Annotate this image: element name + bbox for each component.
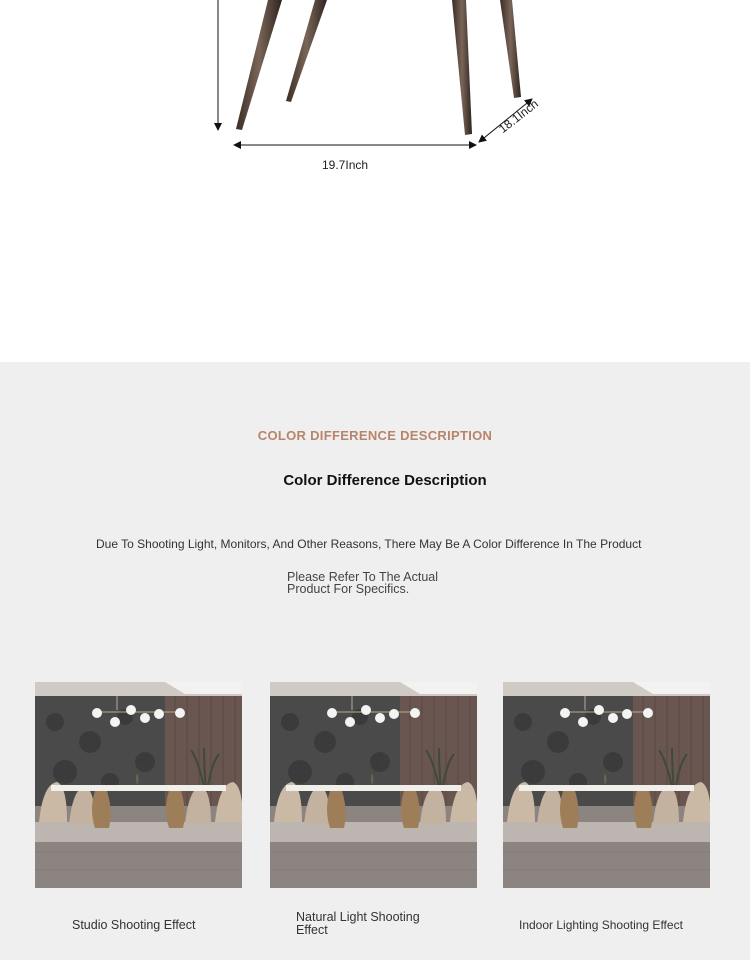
chair-leg <box>286 0 327 102</box>
product-dimension-area <box>0 0 750 362</box>
chair-legs-dimension-drawing <box>0 0 750 362</box>
indoor-lighting-shooting-photo <box>503 682 710 888</box>
natural-light-shooting-photo <box>270 682 477 888</box>
chair-leg <box>236 0 282 130</box>
section-title: Color Difference Description <box>283 472 487 489</box>
studio-shooting-photo <box>35 682 242 888</box>
chair-leg <box>452 0 472 135</box>
section-heading-decorative: COLOR DIFFERENCE DESCRIPTION <box>257 428 493 443</box>
photo-caption: Studio Shooting Effect <box>72 918 196 932</box>
width-dimension-label: 19.7Inch <box>322 158 369 172</box>
depth-dimension-label: 18.1Inch <box>496 96 541 137</box>
chair-leg <box>500 0 521 98</box>
photo-caption: Natural Light Shooting Effect <box>296 910 420 937</box>
photo-caption: Indoor Lighting Shooting Effect <box>519 918 683 932</box>
description-line-1: Due To Shooting Light, Monitors, And Other Reasons, There May Be A Color Difference In The Product <box>96 537 642 551</box>
description-line-2: Please Refer To The Actual Product For Specifics. <box>287 570 439 596</box>
